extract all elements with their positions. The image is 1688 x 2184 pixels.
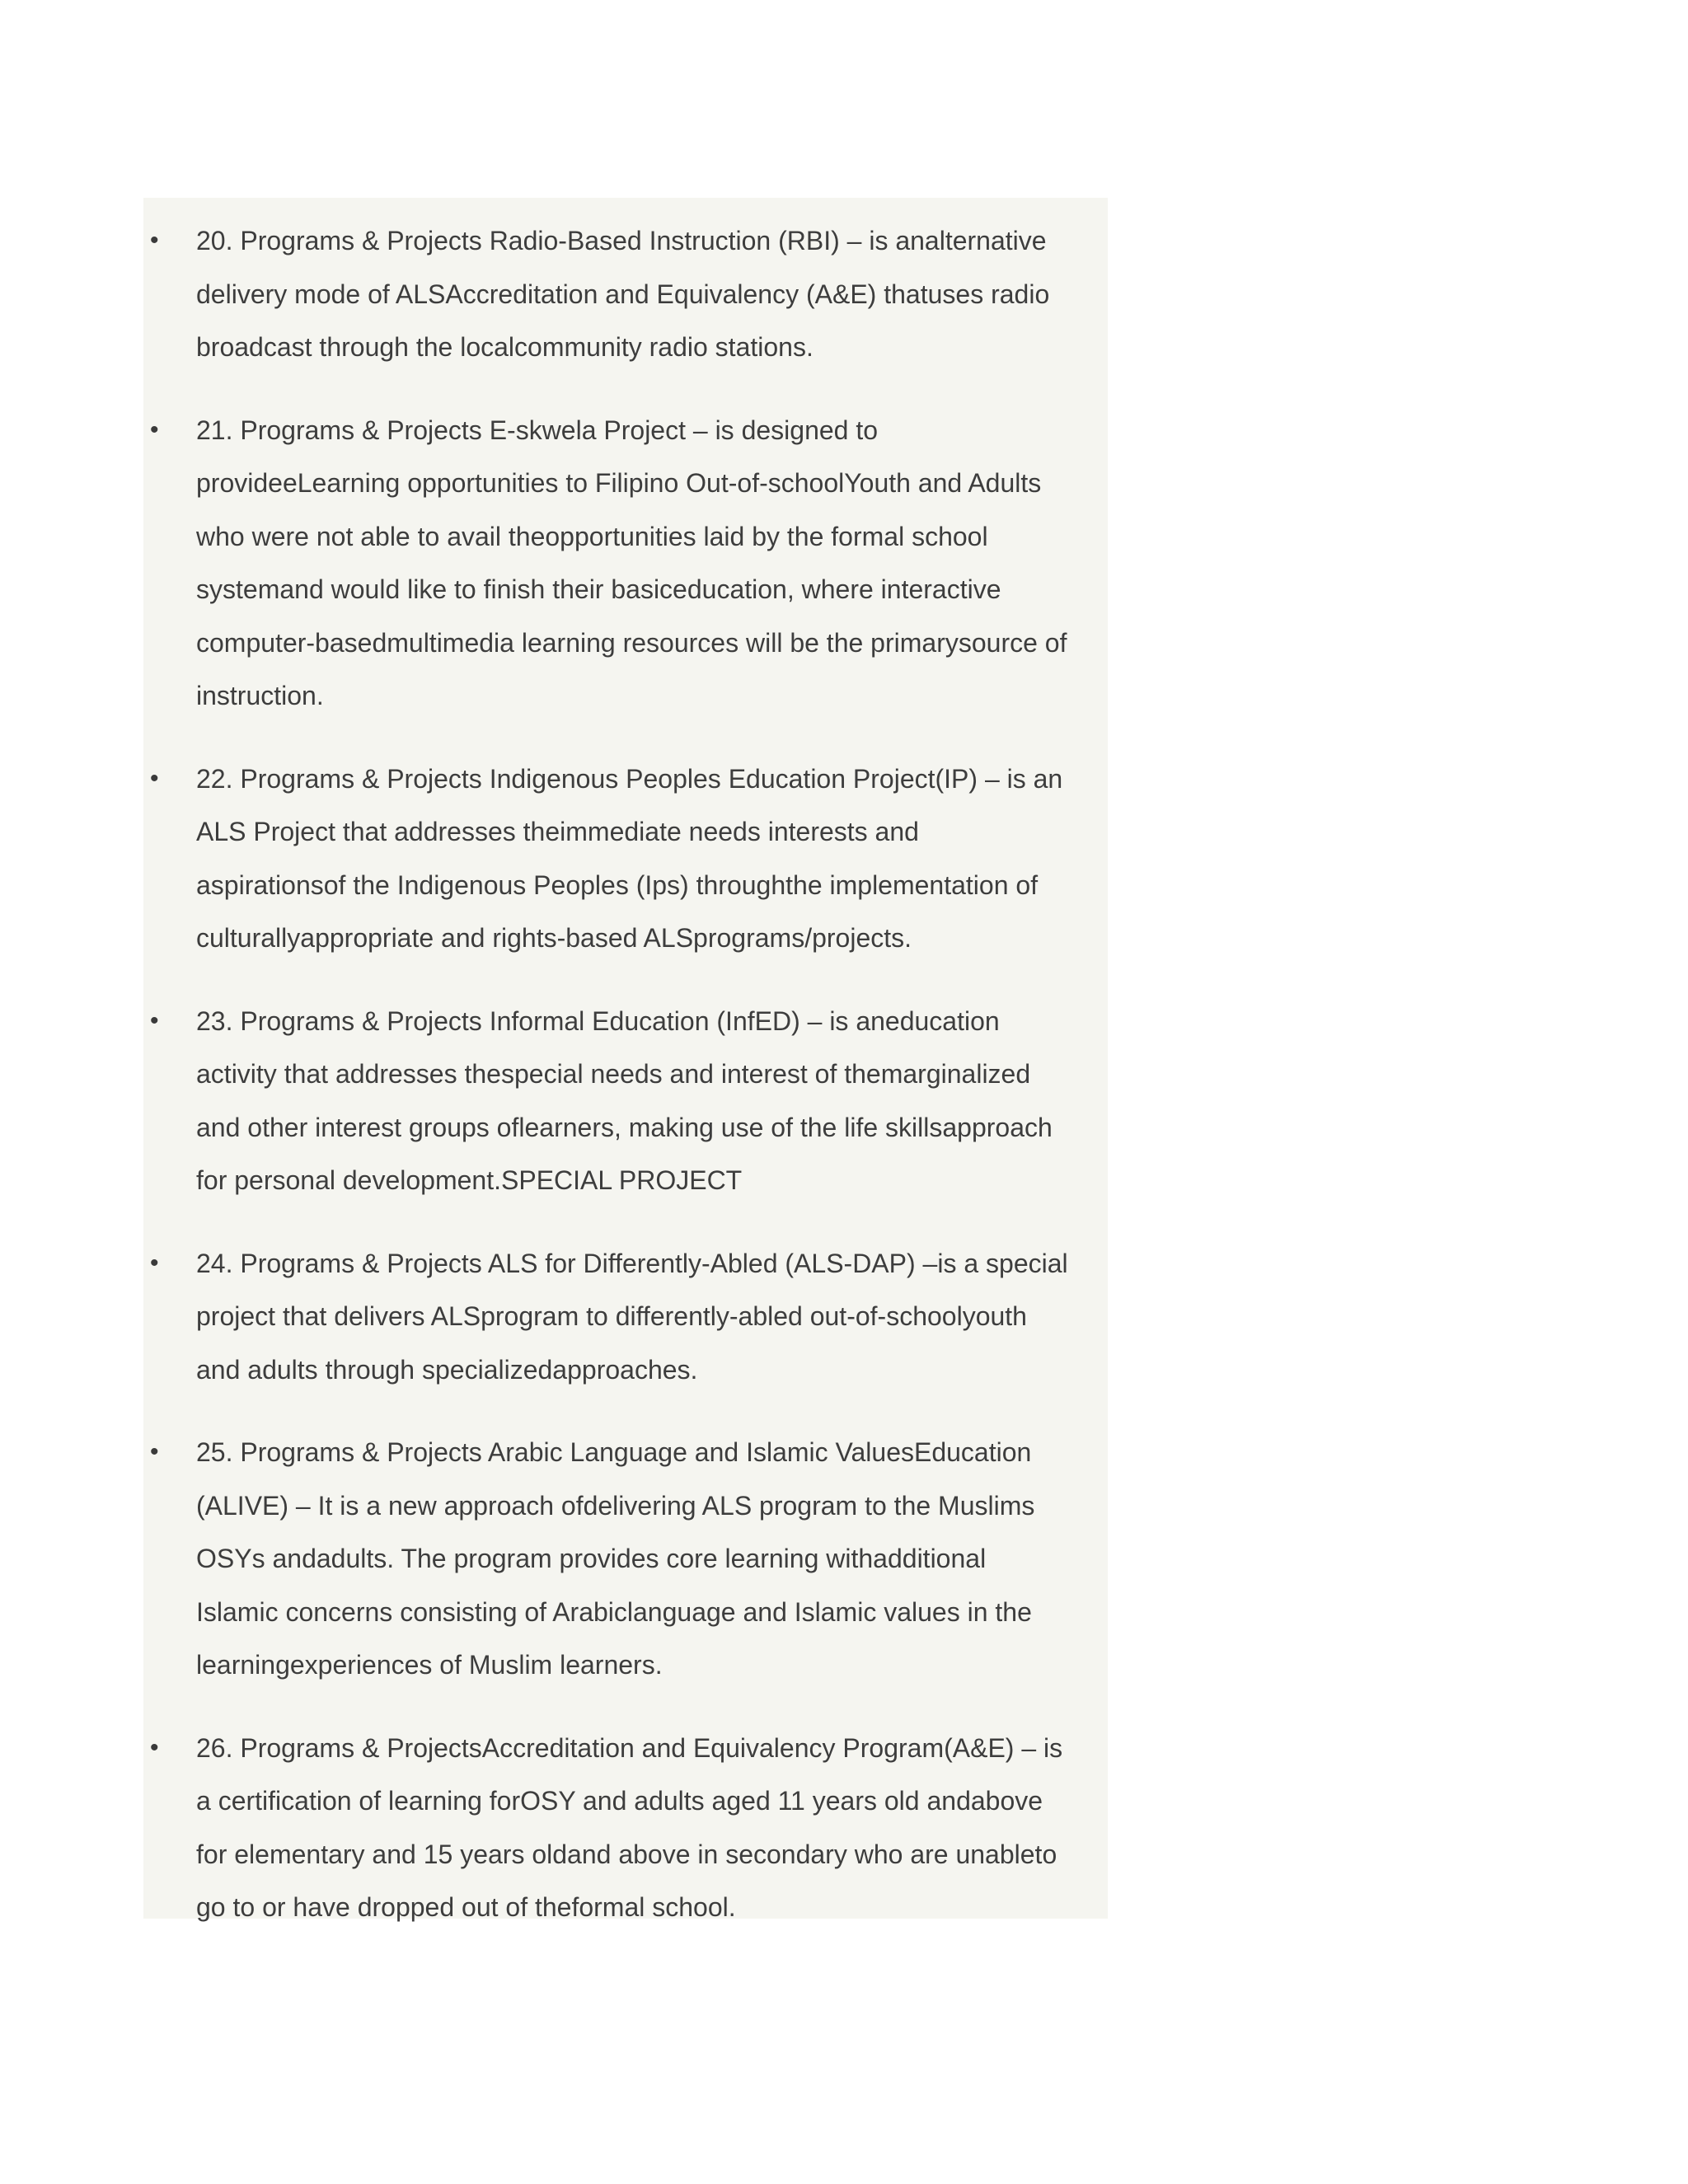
list-item-text-line: learningexperiences of Muslim learners. xyxy=(196,1650,663,1680)
list-item-text-line: computer-basedmultimedia learning resources will be the primarysource of xyxy=(196,627,1067,658)
list-item xyxy=(143,404,1108,723)
list-item-text-line: Islamic concerns consisting of Arabiclanguage and Islamic values in the xyxy=(196,1596,1032,1627)
list-item-text-line: 21. Programs & Projects E-skwela Project – is designed to xyxy=(196,415,879,445)
list-item-text-line: 23. Programs & Projects Informal Education (InfED) – is aneducation xyxy=(196,1005,1000,1036)
list-item-text-line: go to or have dropped out of theformal school. xyxy=(196,1892,736,1922)
list-item-text-line: a certification of learning forOSY and adults aged 11 years old andabove xyxy=(196,1786,1043,1816)
list-item-text-line: 24. Programs & Projects ALS for Differently-Abled (ALS-DAP) –is a special xyxy=(196,1248,1068,1278)
bullet-icon: • xyxy=(150,1249,159,1277)
list-item-text-line: and other interest groups oflearners, making use of the life skillsapproach xyxy=(196,1112,1053,1142)
list-item xyxy=(143,1722,1108,1934)
list-item xyxy=(143,214,1108,374)
list-item-text-line: who were not able to avail theopportunities laid by the formal school xyxy=(196,521,988,551)
list-item-text-line: provideeLearning opportunities to Filipino Out-of-schoolYouth and Adults xyxy=(196,468,1042,498)
list-item-text-line: and adults through specializedapproaches. xyxy=(196,1354,698,1385)
list-item-text-line: project that delivers ALSprogram to differently-abled out-of-schoolyouth xyxy=(196,1301,1027,1331)
list-item-text-line: 22. Programs & Projects Indigenous Peoples Education Project(IP) – is an xyxy=(196,763,1063,794)
list-item-text-line: systemand would like to finish their basiceducation, where interactive xyxy=(196,574,1001,604)
list-item xyxy=(143,752,1108,965)
list-item-text-line: ALS Project that addresses theimmediate needs interests and xyxy=(196,817,919,846)
bullet-icon: • xyxy=(150,764,159,792)
list-item-text-line: activity that addresses thespecial needs and interest of themarginalized xyxy=(196,1059,1031,1089)
bullet-icon: • xyxy=(150,1006,159,1034)
list-item xyxy=(143,1237,1108,1397)
list-item xyxy=(143,1426,1108,1692)
list-item xyxy=(143,995,1108,1207)
list-item-text-line: for elementary and 15 years oldand above in secondary who are unableto xyxy=(196,1839,1057,1869)
list-item-text-line: culturallyappropriate and rights-based ALSprograms/projects. xyxy=(196,923,912,953)
list-item-text-line: delivery mode of ALSAccreditation and Equivalency (A&E) thatuses radio xyxy=(196,279,1050,309)
bullet-icon: • xyxy=(150,415,159,443)
programs-list xyxy=(143,214,1108,1964)
list-item-text-line: for personal development.SPECIAL PROJECT xyxy=(196,1165,743,1195)
list-item-text-line: 26. Programs & ProjectsAccreditation and Equivalency Program(A&E) – is xyxy=(196,1732,1063,1763)
list-item-text-line: broadcast through the localcommunity radio stations. xyxy=(196,332,814,362)
bullet-icon: • xyxy=(150,1438,159,1465)
list-item-text-line: OSYs andadults. The program provides core learning withadditional xyxy=(196,1544,987,1573)
list-item-text-line: 20. Programs & Projects Radio-Based Instruction (RBI) – is analternative xyxy=(196,226,1047,255)
list-item-text-line: instruction. xyxy=(196,681,324,710)
bullet-icon: • xyxy=(150,227,159,254)
list-item-text-line: 25. Programs & Projects Arabic Language and Islamic ValuesEducation xyxy=(196,1437,1032,1467)
content-panel xyxy=(143,198,1108,1922)
bullet-icon: • xyxy=(150,1733,159,1761)
list-item-text-line: (ALIVE) – It is a new approach ofdelivering ALS program to the Muslims xyxy=(196,1490,1035,1521)
list-item-text-line: aspirationsof the Indigenous Peoples (Ips) throughthe implementation of xyxy=(196,869,1039,900)
